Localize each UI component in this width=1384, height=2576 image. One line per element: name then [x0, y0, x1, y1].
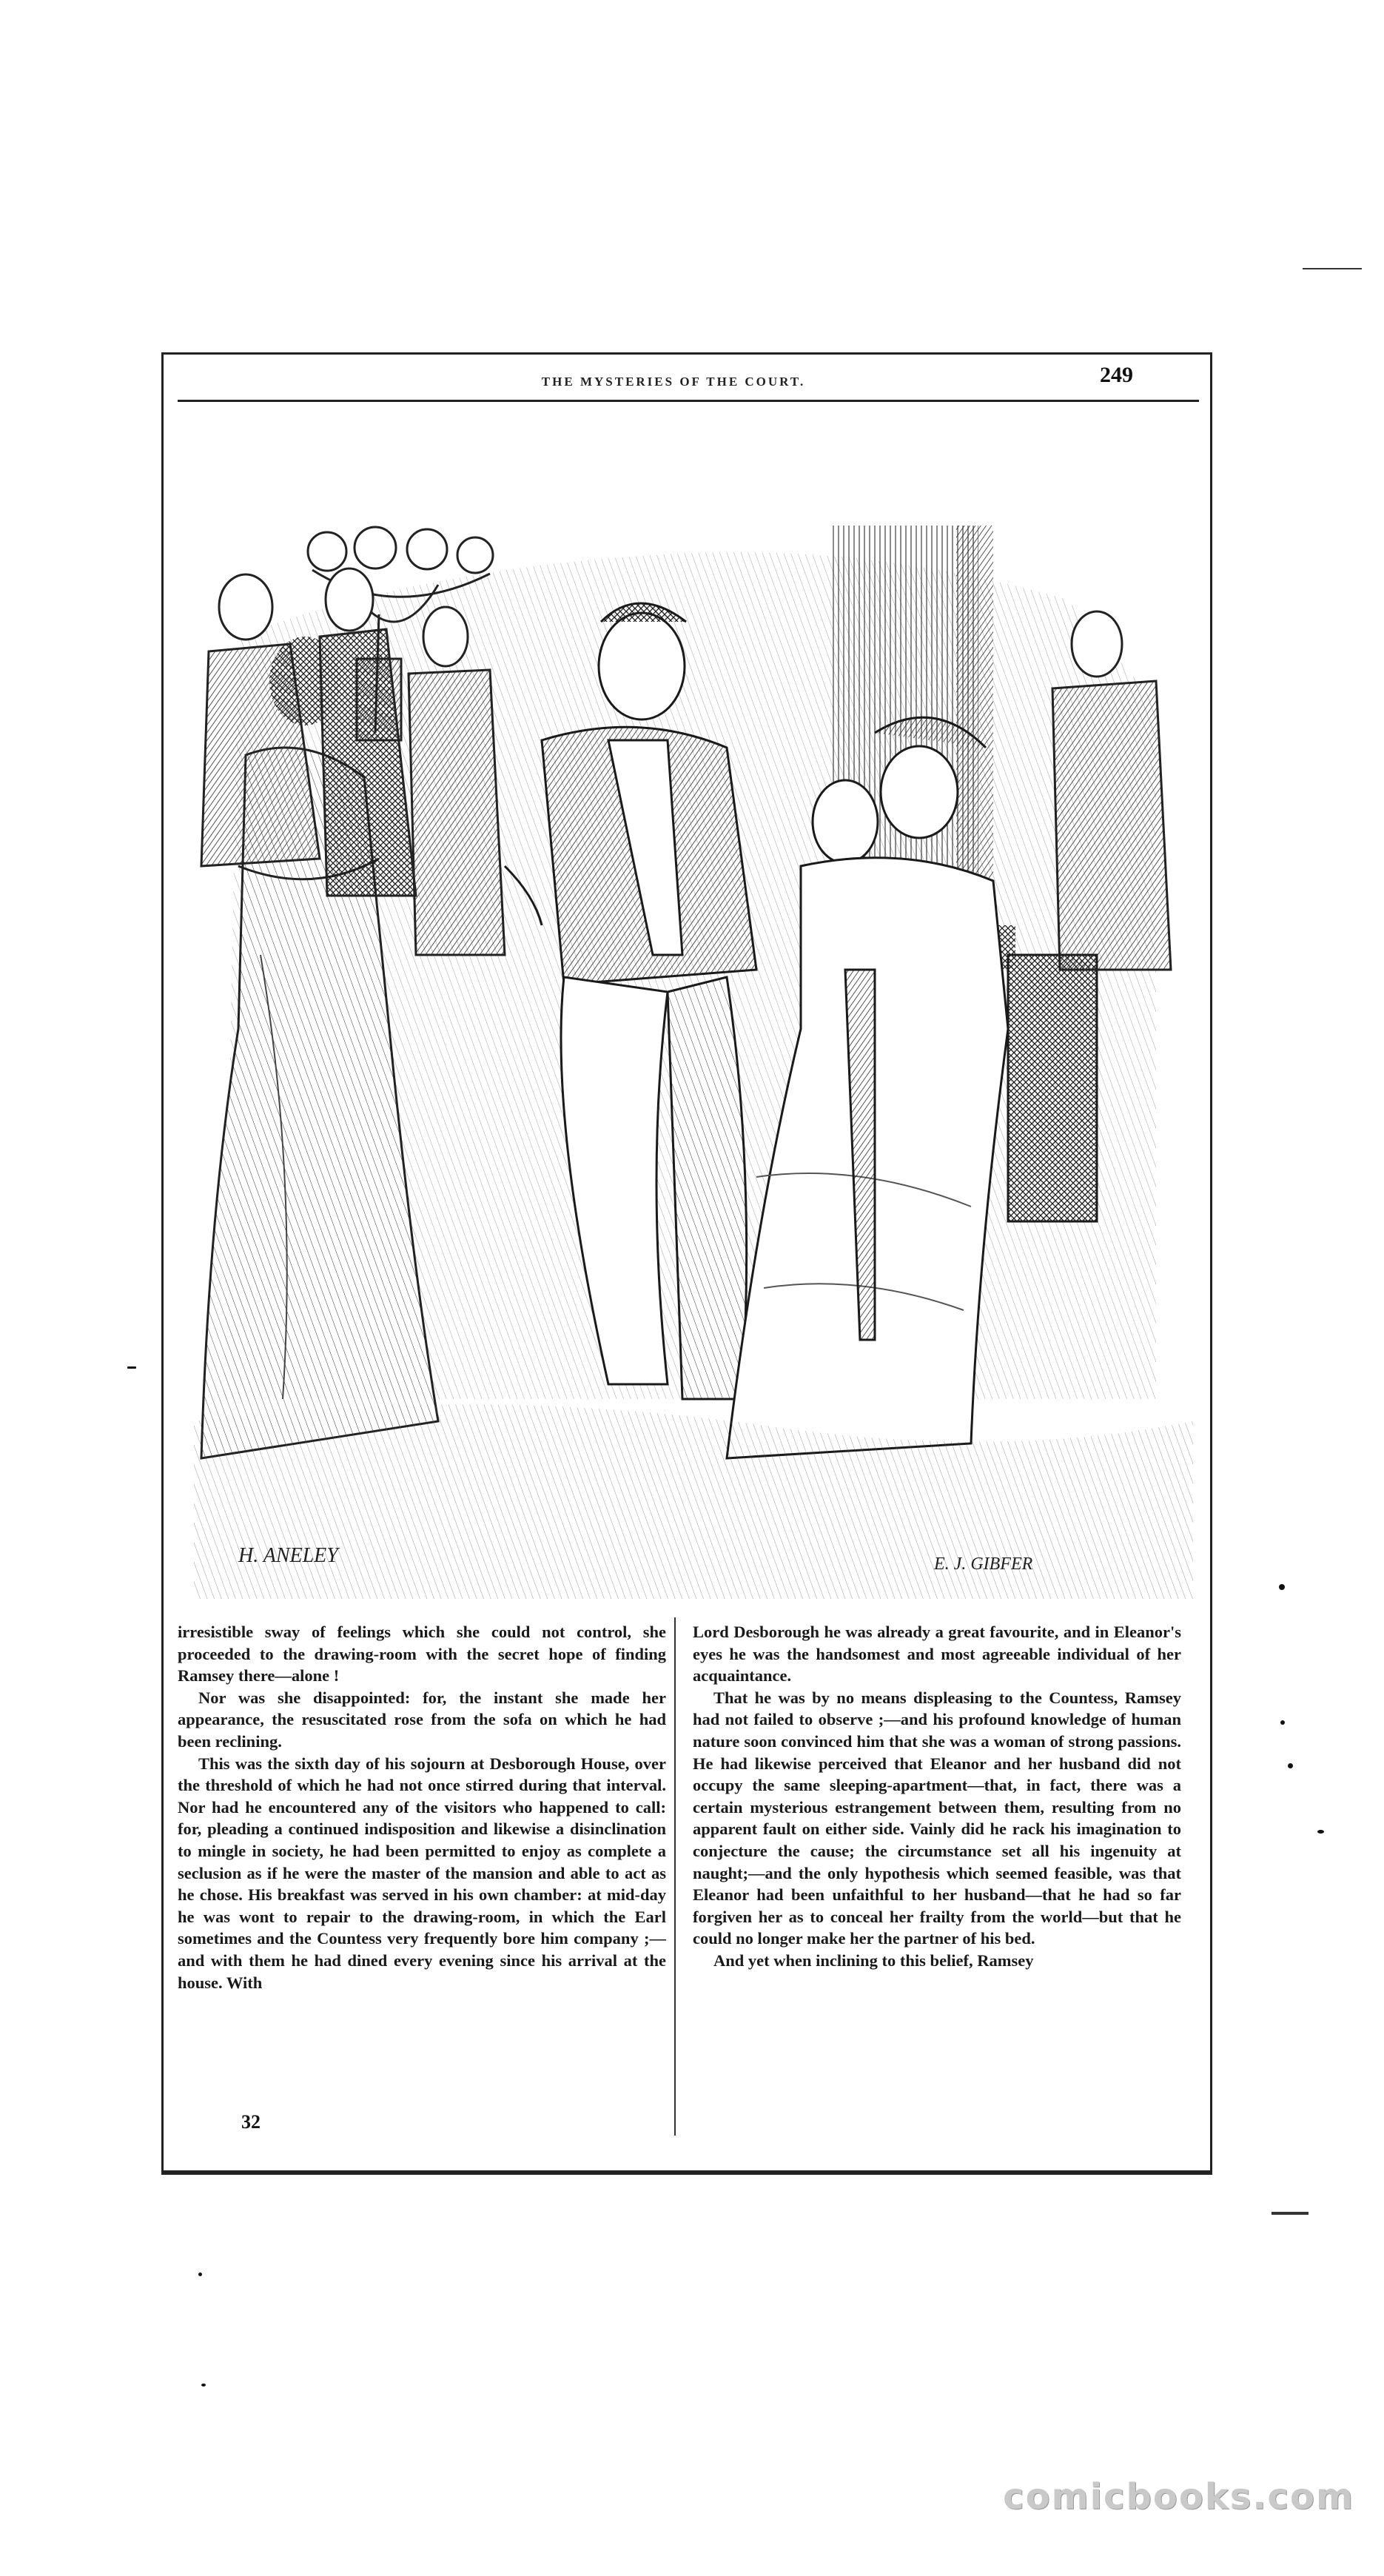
engraving-illustration: [194, 511, 1193, 1599]
margin-speck: [201, 2384, 206, 2387]
column-divider: [674, 1617, 676, 2136]
margin-speck: [1317, 1830, 1324, 1834]
footer-rule: [163, 2170, 1212, 2173]
site-watermark: comicbooks.com: [1003, 2476, 1354, 2518]
engraver-signature: E. J. GIBFER: [934, 1554, 1033, 1574]
margin-speck: [1279, 1584, 1285, 1590]
running-head: THE MYSTERIES OF THE COURT.: [541, 375, 806, 389]
paragraph: This was the sixth day of his sojourn at Desborough House, over the threshold of which he had not once stirred during that interval. Nor had he encountered any of the visitors who happened to call: for, pleading a continued indisposition and likewise a disinclination to mingle in society, he had been permitted to enjoy as complete a seclusion as if he were the master of the mansion and able to act as he chose. His breakfast was served in his own chamber: at mid-day he was wont to repair to the drawing-room, in which the Earl sometimes and the Countess very frequently bore him company ;—and with them he had dined every evening since his arrival at the house. With: [178, 1754, 666, 1992]
paragraph: That he was by no means displeasing to the Countess, Ramsey had not failed to observe ;—and his profound knowledge of human nature soon convinced him that she was a woman of strong passions. He had likewise perceived that Eleanor and her husband did not occupy the same sleeping-apartment—that, in fact, there was a certain mysterious estrangement between them, resulting from no apparent fault on either side. Vainly did he rack his imagination to conjecture the cause; the circumstance set all his ingenuity at naught;—and the only hypothesis which seemed feasible, was that Eleanor had been unfaithful to her husband—that he had so far forgiven her as to conceal her frailty from the world—but that he could no longer make her the partner of his bed.: [693, 1688, 1181, 1948]
paragraph: And yet when inclining to this belief, Ramsey: [713, 1951, 1034, 1970]
margin-speck: [198, 2273, 202, 2276]
left-text-column: [178, 1621, 666, 1993]
margin-speck: [1280, 1720, 1285, 1725]
artist-signature: H. ANELEY: [238, 1544, 338, 1567]
margin-rule-bottom-right: [1272, 2212, 1309, 2215]
header-rule: [178, 400, 1199, 402]
margin-speck: [1288, 1763, 1293, 1768]
page-number: 249: [1100, 363, 1133, 387]
margin-speck: [127, 1366, 136, 1369]
margin-rule-top-right: [1303, 268, 1362, 269]
paragraph: Nor was she disappointed: for, the instant she made her appearance, the resuscitated rose from the sofa on which he had been reclining.: [178, 1688, 666, 1751]
paragraph: irresistible sway of feelings which she could not control, she proceeded to the drawing-room with the secret hope of finding Ramsey there—alone !: [178, 1623, 666, 1686]
paragraph: Lord Desborough he was already a great favourite, and in Eleanor's eyes he was the handsomest and most agreeable individual of her acquaintance.: [693, 1623, 1181, 1686]
right-text-column: [693, 1621, 1181, 1972]
printer-signature: 32: [241, 2111, 261, 2133]
